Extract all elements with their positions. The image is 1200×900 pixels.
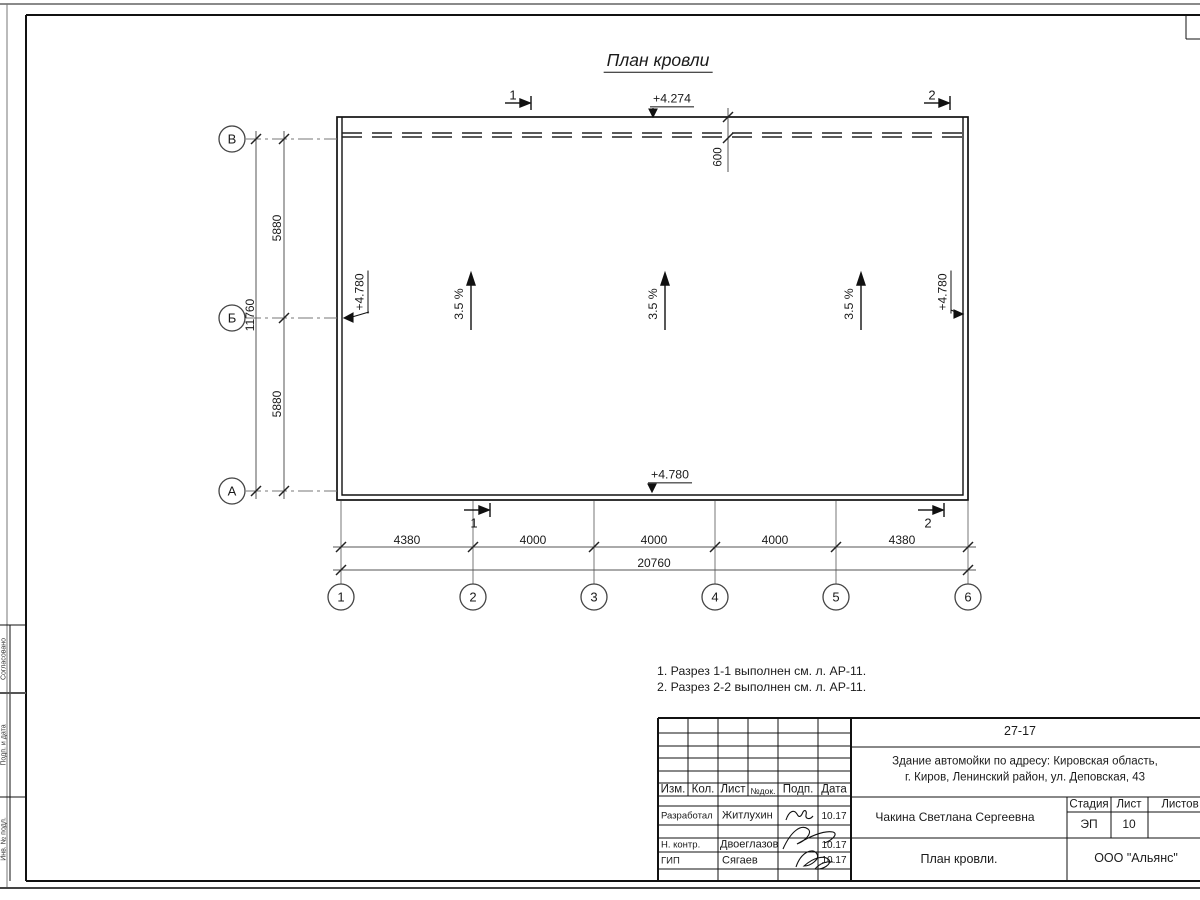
axis-lines-rows xyxy=(243,139,337,491)
col-header-ndok: №док. xyxy=(750,785,776,796)
col-header-list: Лист xyxy=(720,783,746,796)
doc-number: 27-17 xyxy=(1004,723,1036,738)
axis-row-label: А xyxy=(227,483,237,499)
side-strip-label: Согласовано xyxy=(0,637,8,681)
drawing-title: План кровли xyxy=(604,52,713,73)
date-gip: 10.17 xyxy=(821,855,847,866)
drawing-name: План кровли. xyxy=(920,851,998,866)
dim-left-segment: 5880 xyxy=(270,390,284,418)
section-label-top-1: 1 xyxy=(509,87,517,103)
elevation-right: +4.780 xyxy=(937,270,952,313)
slope-label: 3.5 % xyxy=(841,288,856,320)
note-line: 1. Разрез 1-1 выполнен см. л. АР-11. xyxy=(657,663,867,678)
section-label-bottom-2: 2 xyxy=(924,515,932,531)
section-label-bottom-1: 1 xyxy=(470,515,478,531)
dim-bottom-segment: 4380 xyxy=(393,533,421,547)
axis-col-label: 1 xyxy=(337,589,345,605)
sheet-value: 10 xyxy=(1122,817,1136,831)
axis-bubbles xyxy=(219,126,981,610)
axis-row-label: В xyxy=(227,131,237,147)
role-nkontr: Н. контр. xyxy=(661,839,701,851)
slope-arrows xyxy=(467,273,865,330)
dim-bottom-segment: 4380 xyxy=(888,533,916,547)
dim-bottom-segment: 4000 xyxy=(640,533,668,547)
elevation-bottom: +4.780 xyxy=(648,468,692,483)
role-gip: ГИП xyxy=(661,855,680,867)
axis-col-label: 2 xyxy=(469,589,477,605)
col-header-podp: Подп. xyxy=(782,783,814,796)
axis-col-label: 5 xyxy=(832,589,840,605)
elevation-left: +4.780 xyxy=(354,270,369,313)
col-header-kol: Кол. xyxy=(691,783,715,796)
note-line: 2. Разрез 2-2 выполнен см. л. АР-11. xyxy=(657,679,867,694)
slope-label: 3.5 % xyxy=(645,288,660,320)
engineer-name: Чакина Светлана Сергеевна xyxy=(875,810,1035,824)
company-name: ООО "Альянс" xyxy=(1094,850,1178,865)
section-label-top-2: 2 xyxy=(928,87,936,103)
col-header-izm: Изм. xyxy=(660,783,686,796)
corner-stamp-box xyxy=(1186,15,1200,39)
axis-row-label: Б xyxy=(227,310,237,326)
slope-label: 3.5 % xyxy=(451,288,466,320)
dim-bottom-segment: 4000 xyxy=(519,533,547,547)
side-strip-label: Подп. и дата xyxy=(0,724,8,766)
col-header-data: Дата xyxy=(821,783,847,796)
section-marks xyxy=(464,96,950,517)
name-nkontr: Двоеглазов xyxy=(720,838,779,851)
inner-frame xyxy=(26,15,1200,881)
dim-bottom-overall: 20760 xyxy=(637,556,671,570)
dim-bottom-segment: 4000 xyxy=(761,533,789,547)
dimension-ticks xyxy=(251,112,973,575)
elevation-top: +4.274 xyxy=(650,92,694,107)
stage-label: Стадия xyxy=(1069,798,1109,811)
dim-left-overall: 11760 xyxy=(243,298,257,332)
object-description: Здание автомойки по адресу: Кировская область, xyxy=(892,755,1158,768)
side-strip-label: Инв. № подл. xyxy=(0,817,8,861)
axis-col-label: 6 xyxy=(964,589,972,605)
name-gip: Сягаев xyxy=(722,854,758,867)
dim-parapet-offset: 600 xyxy=(712,147,725,167)
axis-col-label: 4 xyxy=(711,589,719,605)
name-razrabotal: Житлухин xyxy=(722,809,773,822)
date-razrabotal: 10.17 xyxy=(821,811,847,822)
sheets-label: Листов xyxy=(1161,798,1199,811)
role-razrabotal: Разработал xyxy=(661,810,713,822)
axis-col-label: 3 xyxy=(590,589,598,605)
dim-left-segment: 5880 xyxy=(270,214,284,242)
sheet-label: Лист xyxy=(1116,798,1142,811)
date-nkontr: 10.17 xyxy=(821,840,847,851)
stage-value: ЭП xyxy=(1080,817,1098,831)
object-description: г. Киров, Ленинский район, ул. Деповская, 43 xyxy=(904,771,1146,784)
dimension-lines xyxy=(256,131,976,570)
